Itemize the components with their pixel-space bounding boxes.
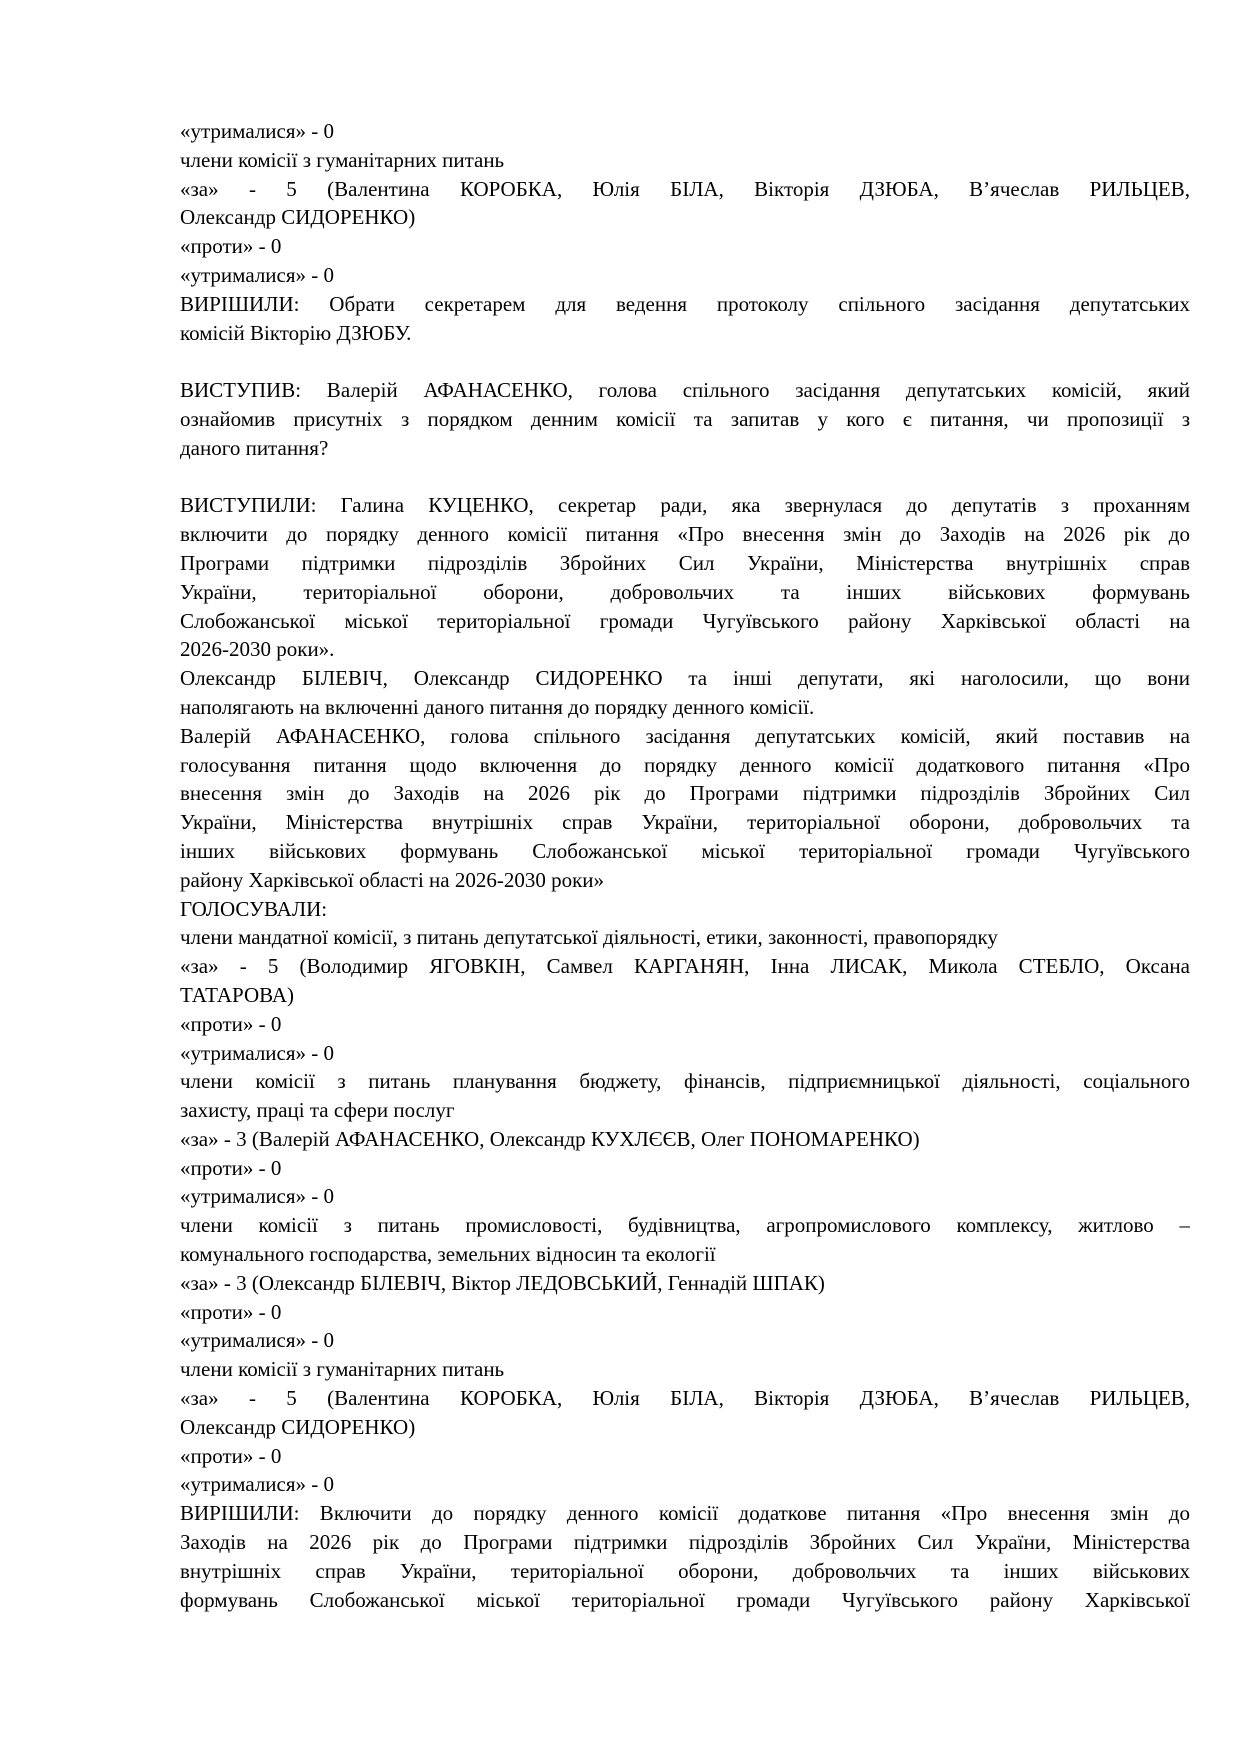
blank-line xyxy=(180,347,1190,376)
text-line: «утрималися» - 0 xyxy=(180,262,335,287)
text-line: члени комісії з гуманітарних питань xyxy=(180,1357,505,1382)
blank-line xyxy=(180,463,1190,492)
text-line: Валерій АФАНАСЕНКО, голова спільного засідання депутатських комісій, який поставив на xyxy=(180,723,1190,748)
text-line: внесення змін до Заходів на 2026 рік до Програми підтримки підрозділів Збройних Сил xyxy=(180,781,1190,806)
text-line: ТАТАРОВА) xyxy=(180,982,294,1007)
text-line: члени комісії з гуманітарних питань xyxy=(180,147,505,172)
document-page xyxy=(180,117,1190,1614)
text-line: ознайомив присутніх з порядком денним комісії та запитав у кого є питання, чи пропозиції з xyxy=(180,406,1190,431)
text-line: Програми підтримки підрозділів Збройних Сил України, Міністерства внутрішніх справ xyxy=(180,550,1190,575)
text-line: «утрималися» - 0 xyxy=(180,119,335,143)
text-line: району Харківської області на 2026-2030 роки» xyxy=(180,867,605,892)
text-line: України, Міністерства внутрішніх справ України, територіальної оборони, добровольчих та xyxy=(180,810,1190,835)
text-line: члени комісії з питань планування бюджету, фінансів, підприємницької діяльності, соціального xyxy=(180,1069,1190,1094)
text-line: «проти» - 0 xyxy=(180,1299,282,1324)
text-line: включити до порядку денного комісії питання «Про внесення змін до Заходів на 2026 рік до xyxy=(180,522,1190,547)
text-line: «за» - 5 (Валентина КОРОБКА, Юлія БІЛА, Вікторія ДЗЮБА, В’ячеслав РИЛЬЦЕВ, xyxy=(180,176,1190,201)
text-line: України, територіальної оборони, добровольчих та інших військових формувань xyxy=(180,579,1190,604)
text-line: комісій Вікторію ДЗЮБУ. xyxy=(180,320,412,345)
text-line: ГОЛОСУВАЛИ: xyxy=(180,896,328,921)
text-line: «проти» - 0 xyxy=(180,1011,282,1036)
text-line: «проти» - 0 xyxy=(180,234,282,259)
text-line: даного питання? xyxy=(180,435,329,460)
text-line: «за» - 3 (Олександр БІЛЕВІЧ, Віктор ЛЕДОВСЬКИЙ, Геннадій ШПАК) xyxy=(180,1270,825,1295)
text-line: ВИРІШИЛИ: Обрати секретарем для ведення протоколу спільного засідання депутатських xyxy=(180,291,1190,316)
text-line: ВИРІШИЛИ: Включити до порядку денного комісії додаткове питання «Про внесення змін до xyxy=(180,1501,1190,1526)
text-line: ВИСТУПИЛИ: Галина КУЦЕНКО, секретар ради, яка звернулася до депутатів з проханням xyxy=(180,493,1190,518)
text-line: наполягають на включенні даного питання до порядку денного комісії. xyxy=(180,694,815,719)
text-line: ВИСТУПИВ: Валерій АФАНАСЕНКО, голова спільного засідання депутатських комісій, який xyxy=(180,378,1190,403)
text-line: «за» - 3 (Валерій АФАНАСЕНКО, Олександр КУХЛЄЄВ, Олег ПОНОМАРЕНКО) xyxy=(180,1126,920,1151)
text-line: комунального господарства, земельних відносин та екології xyxy=(180,1242,716,1267)
text-line: «утрималися» - 0 xyxy=(180,1184,335,1209)
text-line: Олександр СИДОРЕНКО) xyxy=(180,205,416,230)
text-line: внутрішніх справ України, територіальної оборони, добровольчих та інших військових xyxy=(180,1558,1190,1583)
text-line: «за» - 5 (Володимир ЯГОВКІН, Самвел КАРГАНЯН, Інна ЛИСАК, Микола СТЕБЛО, Оксана xyxy=(180,954,1190,979)
text-line: члени мандатної комісії, з питань депутатської діяльності, етики, законності, правопорядку xyxy=(180,925,998,950)
text-line: «утрималися» - 0 xyxy=(180,1472,335,1497)
text-line: захисту, праці та сфери послуг xyxy=(180,1098,455,1123)
text-line: інших військових формувань Слобожанської міської територіальної громади Чугуївського xyxy=(180,838,1190,863)
text-line: Олександр БІЛЕВІЧ, Олександр СИДОРЕНКО та інші депутати, які наголосили, що вони xyxy=(180,666,1190,691)
text-line: «утрималися» - 0 xyxy=(180,1040,335,1065)
text-line: 2026-2030 роки». xyxy=(180,637,335,662)
text-line: Олександр СИДОРЕНКО) xyxy=(180,1414,416,1439)
text-line: члени комісії з питань промисловості, будівництва, агропромислового комплексу, житлово – xyxy=(180,1213,1190,1238)
text-line: формувань Слобожанської міської територіальної громади Чугуївського району Харківської xyxy=(180,1587,1190,1612)
text-line: Заходів на 2026 рік до Програми підтримки підрозділів Збройних Сил України, Міністерства xyxy=(180,1530,1190,1555)
text-line: «проти» - 0 xyxy=(180,1443,282,1468)
text-line: «проти» - 0 xyxy=(180,1155,282,1180)
text-line: «за» - 5 (Валентина КОРОБКА, Юлія БІЛА, Вікторія ДЗЮБА, В’ячеслав РИЛЬЦЕВ, xyxy=(180,1386,1190,1411)
text-line: голосування питання щодо включення до порядку денного комісії додаткового питання «Про xyxy=(180,752,1190,777)
text-line: Слобожанської міської територіальної громади Чугуївського району Харківської області на xyxy=(180,608,1190,633)
text-line: «утрималися» - 0 xyxy=(180,1328,335,1353)
